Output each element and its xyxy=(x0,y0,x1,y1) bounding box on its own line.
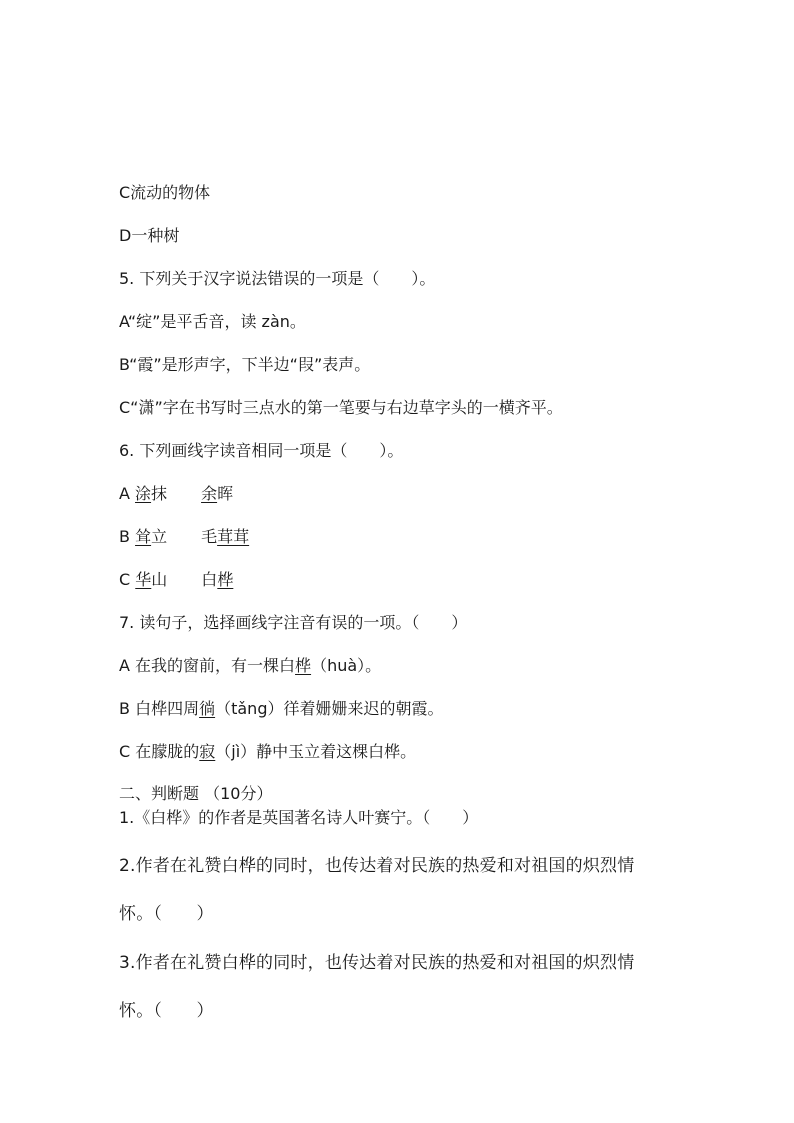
option-prefix: A xyxy=(119,484,136,503)
question-7-option-a xyxy=(119,656,381,676)
sentence-post: （huà）。 xyxy=(311,656,382,675)
question-6-option-c xyxy=(119,570,233,590)
question-6-option-a xyxy=(119,484,233,504)
judgment-question-2-line-2: 怀。（ ） xyxy=(119,904,214,924)
underlined-char: 桦 xyxy=(217,570,234,589)
underlined-char: 桦 xyxy=(295,656,312,675)
judgment-question-3-line-2: 怀。（ ） xyxy=(119,1001,214,1021)
option-c-prev: C流动的物体 xyxy=(119,183,211,202)
question-5-option-b: B“霞”是形声字，下半边“叚”表声。 xyxy=(119,355,371,374)
underlined-char: 华 xyxy=(135,570,152,589)
judgment-question-3-line-1: 3.作者在礼赞白桦的同时，也传达着对民族的热爱和对祖国的炽烈情 xyxy=(119,953,635,973)
sentence-post: （jì）静中玉立着这棵白桦。 xyxy=(215,742,417,761)
judgment-question-2-line-1: 2.作者在礼赞白桦的同时，也传达着对民族的热爱和对祖国的炽烈情 xyxy=(119,856,635,876)
sentence-pre: B 白桦四周 xyxy=(119,699,200,718)
underlined-char: 寂 xyxy=(199,742,216,761)
section-2-title: 二、判断题 （10分） xyxy=(119,784,273,803)
word-pre: 毛 xyxy=(201,527,218,546)
question-6-stem: 6. 下列画线字读音相同一项是（ ）。 xyxy=(119,441,404,460)
word-rest: 立 xyxy=(151,527,168,546)
sentence-post: （tǎng）徉着姗姗来迟的朝霞。 xyxy=(215,699,444,718)
option-d-prev: D一种树 xyxy=(119,226,180,245)
option-prefix: B xyxy=(119,527,136,546)
sentence-pre: A 在我的窗前，有一棵白 xyxy=(119,656,296,675)
option-prefix: C xyxy=(119,570,136,589)
question-7-stem: 7. 读句子，选择画线字注音有误的一项。（ ） xyxy=(119,613,468,632)
sentence-pre: C 在朦胧的 xyxy=(119,742,200,761)
question-7-option-b xyxy=(119,699,443,719)
judgment-question-1: 1.《白桦》的作者是英国著名诗人叶赛宁。（ ） xyxy=(119,808,479,827)
question-5-stem: 5. 下列关于汉字说法错误的一项是（ ）。 xyxy=(119,269,436,288)
word-rest: 山 xyxy=(151,570,168,589)
word-pre: 白 xyxy=(201,570,218,589)
underlined-char: 余 xyxy=(201,484,218,503)
word-rest: 晖 xyxy=(217,484,234,503)
underlined-char: 茸茸 xyxy=(217,527,250,546)
word-rest: 抹 xyxy=(151,484,168,503)
underlined-char: 徜 xyxy=(199,699,216,718)
question-7-option-c xyxy=(119,742,416,762)
question-6-option-b xyxy=(119,527,249,547)
underlined-char: 涂 xyxy=(135,484,152,503)
underlined-char: 耸 xyxy=(135,527,152,546)
question-5-option-c: C“潇”字在书写时三点水的第一笔要与右边草字头的一横齐平。 xyxy=(119,398,563,417)
question-5-option-a: A“绽”是平舌音，读 zàn。 xyxy=(119,312,306,331)
